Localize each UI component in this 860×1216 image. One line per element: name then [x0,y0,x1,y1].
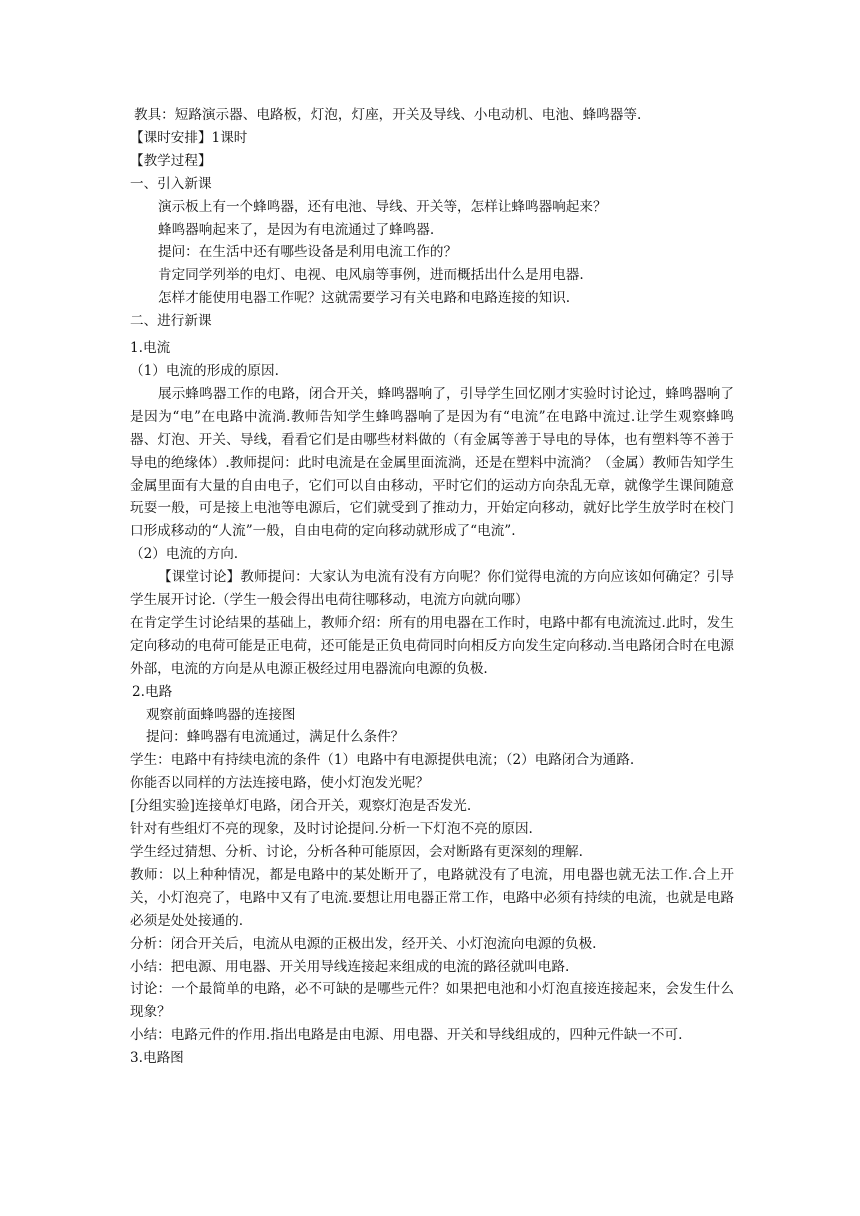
paragraph-lamp-not-lit: 针对有些组灯不亮的现象，及时讨论提问.分析一下灯泡不亮的原因. [130,821,533,838]
section-heading-intro: 一、引入新课 [130,175,212,192]
paragraph-teacher-explanation: 教师：以上种种情况，都是电路中的某处断开了，电路就没有了电流，用电器也就无法工作.合上开关，小灯泡亮了，电路中又有了电流.要想让用电器正常工作，电路中必须有持续的电流，也就是电路必须是处处接通的. [130,866,734,929]
paragraph-can-you-connect: 你能否以同样的方法连接电路，使小灯泡发光呢？ [130,775,430,792]
teaching-aids-line: 教具：短路演示器、电路板，灯泡，灯座，开关及导线、小电动机、电池、蜂鸣器等. [134,107,642,123]
subheading-current: 1.电流 [130,340,171,357]
paragraph-question-devices: 提问：在生活中还有哪些设备是利用电流工作的？ [158,244,458,261]
paragraph-buzzer-sounds: 蜂鸣器响起来了，是因为有电流通过了蜂鸣器. [158,221,435,238]
subheading-circuit: 2.电路 [132,683,173,700]
paragraph-analysis-flow: 分析：闭合开关后，电流从电源的正极出发，经开关、小灯泡流向电源的负极. [130,935,597,952]
document-body [130,104,734,1070]
paragraph-summary-circuit: 小结：把电源、用电器、开关用导线连接起来组成的电流的路径就叫电路. [130,958,570,975]
paragraph-current-formation: 展示蜂鸣器工作的电路，闭合开关，蜂鸣器响了，引导学生回忆刚才实验时讨论过，蜂鸣器响了是因为“电”在电路中流淌.教师告知学生蜂鸣器响了是因为有“电流”在电路中流过.让学生观察蜂鸣器、灯泡、开关、导线，看看它们是由哪些材料做的（有金属等善于导电的导体，也有塑料等不善于导电的绝缘体）.教师提问：此时电流是在金属里面流淌，还是在塑料中流淌？（金属）教师告知学生金属里面有大量的自由电子，它们可以自由移动，平时它们的运动方向杂乱无章，就像学生课间随意玩耍一般，可是接上电池等电源后，它们就受到了推动力，开始定向移动，就好比学生放学时在校门口形成移动的“人流”一般，自由电荷的定向移动就形成了“电流”. [130,385,734,540]
paragraph-student-analysis: 学生经过猜想、分析、讨论，分析各种可能原因，会对断路有更深刻的理解. [130,844,583,860]
paragraph-question-condition: 提问：蜂鸣器有电流通过，满足什么条件？ [146,729,405,746]
paragraph-demo-board: 演示板上有一个蜂鸣器，还有电池、导线、开关等，怎样让蜂鸣器响起来？ [158,198,607,215]
paragraph-how-to-use: 怎样才能使用电器工作呢？这就需要学习有关电路和电路连接的知识. [158,290,571,307]
paragraph-teacher-introduction: 在肯定学生讨论结果的基础上，教师介绍：所有的用电器在工作时，电路中都有电流流过.此时，发生定向移动的电荷可能是正电荷，还可能是正负电荷同时向相反方向发生定向移动.当电路闭合时在电源外部，电流的方向是从电源正极经过用电器流向电源的负极. [130,614,734,677]
paragraph-summary-components: 小结：电路元件的作用.指出电路是由电源、用电器、开关和导线组成的，四种元件缺一不可. [130,1027,683,1044]
paragraph-student-answer: 学生：电路中有持续电流的条件（1）电路中有电源提供电流；（2）电路闭合为通路. [130,752,635,769]
subheading-circuit-diagram: 3.电路图 [130,1050,184,1067]
subheading-current-formation: （1）电流的形成的原因. [130,362,279,379]
paragraph-group-experiment: [分组实验]连接单灯电路，闭合开关，观察灯泡是否发光. [130,798,472,815]
paragraph-affirm-examples: 肯定同学列举的电灯、电视、电风扇等事例，进而概括出什么是用电器. [158,267,584,284]
paragraph-discussion-simple-circuit: 讨论：一个最简单的电路，必不可缺的是哪些元件？如果把电池和小灯泡直接连接起来，会发生什么现象？ [130,981,734,1021]
section-heading-new-lesson: 二、进行新课 [130,313,212,330]
teaching-process-heading: 【教学过程】 [130,152,212,169]
paragraph-observe-diagram: 观察前面蜂鸣器的连接图 [146,706,296,723]
paragraph-class-discussion: 【课堂讨论】教师提问：大家认为电流有没有方向呢？你们觉得电流的方向应该如何确定？引导学生展开讨论.（学生一般会得出电荷往哪移动，电流方向就向哪） [130,569,734,609]
subheading-current-direction: （2）电流的方向. [130,546,239,563]
lesson-schedule-line: 【课时安排】1课时 [130,129,248,146]
